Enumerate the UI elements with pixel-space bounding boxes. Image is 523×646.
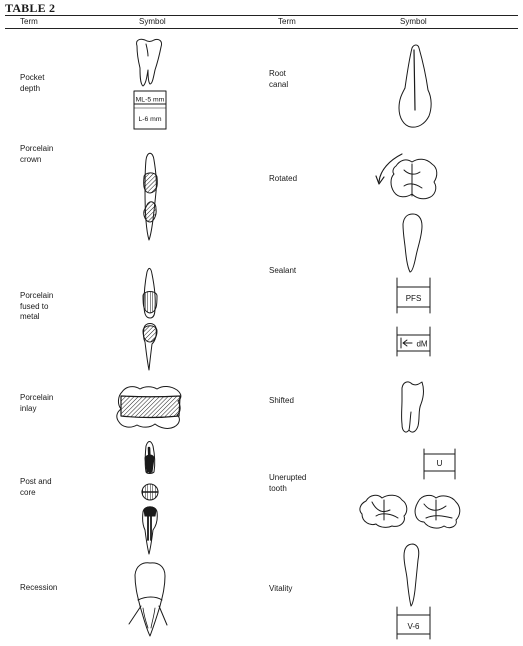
term-pocket-depth: Pocket depth: [20, 73, 45, 93]
header-term-left: Term: [20, 17, 38, 26]
pocket-l-label: L-6 mm: [138, 116, 162, 123]
term-recession: Recession: [20, 583, 58, 592]
porcelain-crown-symbol: [144, 153, 158, 240]
vitality-symbol: [397, 544, 430, 639]
term-vitality: Vitality: [269, 584, 293, 593]
term-shifted: Shifted: [269, 396, 294, 405]
unerupted-u-label: U: [436, 459, 443, 468]
root-canal-symbol: [399, 45, 431, 127]
pocket-depth-symbol: [134, 39, 166, 129]
term-post-and-core: Post and core: [20, 477, 52, 497]
post-and-core-symbol: [142, 442, 158, 555]
term-porcelain-fused-to-metal: Porcelain fused to metal: [20, 291, 54, 321]
term-porcelain-crown: Porcelain crown: [20, 144, 54, 164]
shifted-symbol: [402, 382, 424, 432]
term-rotated: Rotated: [269, 174, 298, 183]
recession-symbol: [129, 563, 167, 636]
sealant-pfs-label: PFS: [405, 294, 422, 303]
rotated-symbol: [376, 154, 437, 199]
pocket-ml-label: ML-5 mm: [135, 96, 165, 104]
term-porcelain-inlay: Porcelain inlay: [20, 393, 54, 413]
header-symbol-left: Symbol: [139, 17, 166, 26]
term-unerupted-tooth: Unerupted tooth: [269, 473, 307, 493]
molar-tooth-icon: [137, 39, 162, 86]
header-term-right: Term: [278, 17, 296, 26]
porcelain-fused-to-metal-symbol: [143, 268, 157, 370]
unerupted-tooth-symbol: [360, 449, 460, 528]
porcelain-inlay-symbol: [117, 386, 181, 428]
term-root-canal: Root canal: [269, 69, 289, 89]
table-title: TABLE 2: [5, 1, 56, 15]
vitality-v-label: V-6: [407, 622, 420, 631]
sealant-symbol: [397, 214, 430, 356]
term-sealant: Sealant: [269, 266, 297, 275]
header-symbol-right: Symbol: [400, 17, 427, 26]
sealant-dm-label: dM: [416, 339, 428, 349]
